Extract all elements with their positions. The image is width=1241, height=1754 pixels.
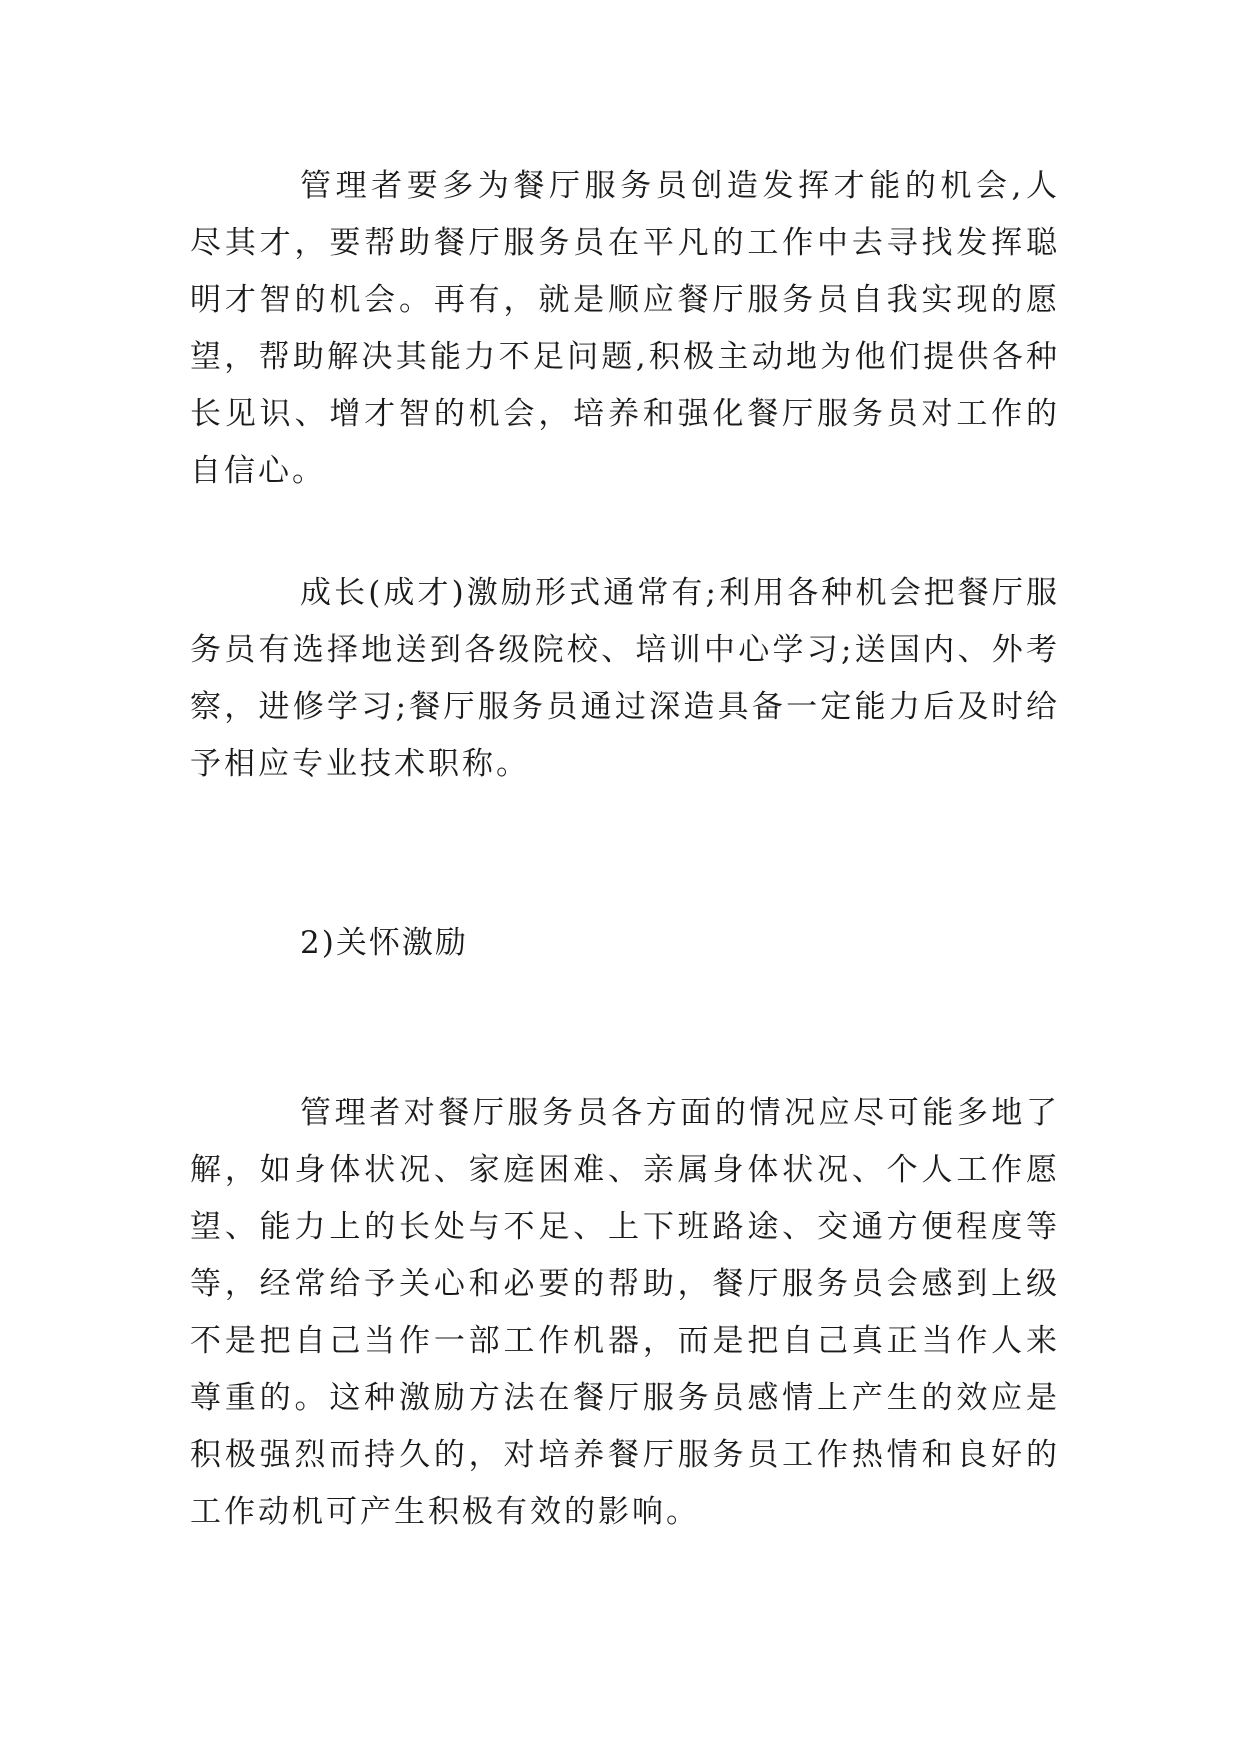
section-heading: 2)关怀激励: [300, 925, 468, 961]
body-paragraph: 管理者对餐厅服务员各方面的情况应尽可能多地了解，如身体状况、家庭困难、亲属身体状况、个人工作愿望、能力上的长处与不足、上下班路途、交通方便程度等等，经常给予关心和必要的帮助，餐厅服务员会感到上级不是把自己当作一部工作机器，而是把自己真正当作人来尊重的。这种激励方法在餐厅服务员感情上产生的效应是积极强烈而持久的，对培养餐厅服务员工作热情和良好的工作动机可产生积极有效的影响。: [190, 1095, 1060, 1530]
body-paragraph: 成长(成才)激励形式通常有;利用各种机会把餐厅服务员有选择地送到各级院校、培训中心学习;送国内、外考察，进修学习;餐厅服务员通过深造具备一定能力后及时给予相应专业技术职称。: [190, 575, 1060, 782]
body-paragraph: 管理者要多为餐厅服务员创造发挥才能的机会,人尽其才，要帮助餐厅服务员在平凡的工作中去寻找发挥聪明才智的机会。再有，就是顺应餐厅服务员自我实现的愿望，帮助解决其能力不足问题,积极主动地为他们提供各种长见识、增才智的机会，培养和强化餐厅服务员对工作的自信心。: [190, 168, 1060, 489]
